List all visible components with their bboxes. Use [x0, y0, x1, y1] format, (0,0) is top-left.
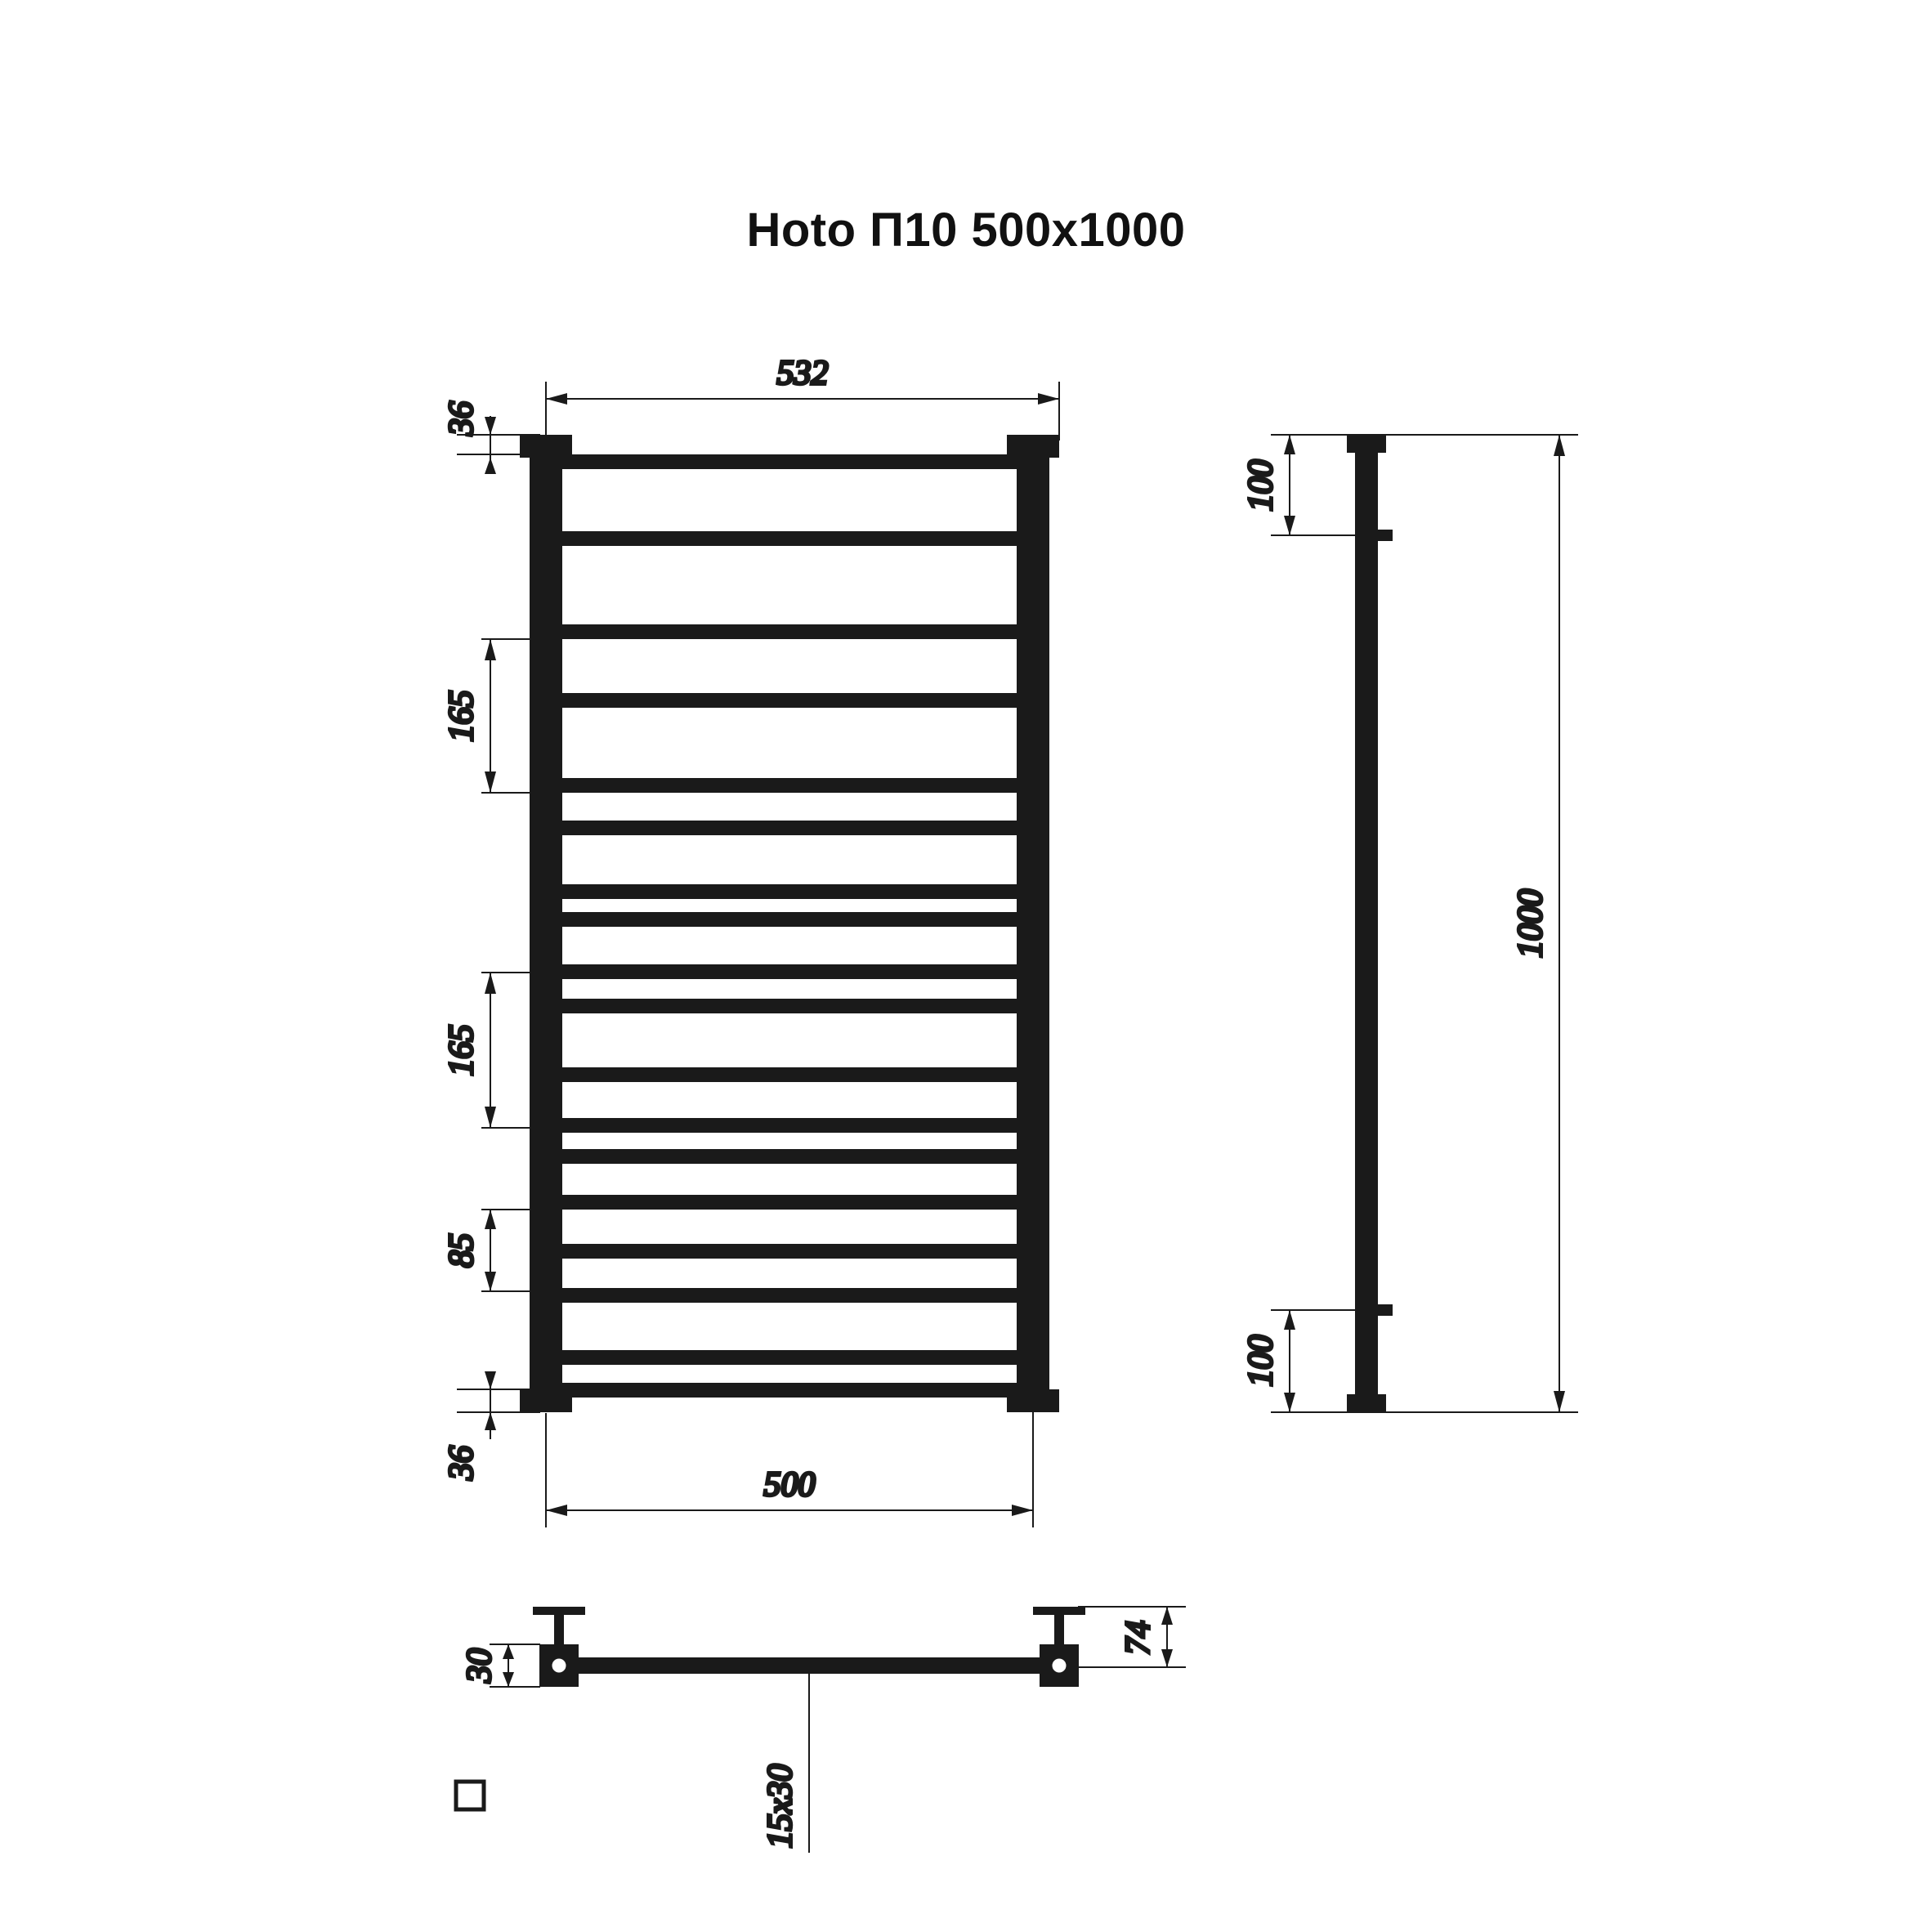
dim-front-bottom-offset: 36	[443, 1446, 481, 1480]
dim-front-seg-2: 165	[443, 1024, 481, 1076]
dim-front-width-inner: 500	[763, 1466, 816, 1504]
dim-top-depth: 74	[1120, 1621, 1157, 1655]
dim-front-seg-1: 165	[443, 690, 481, 742]
dim-side-top: 100	[1242, 459, 1280, 512]
side-view	[1242, 435, 1577, 1412]
dim-front-seg-3: 85	[443, 1233, 481, 1268]
dim-side-height: 1000	[1512, 889, 1550, 958]
dim-side-bottom: 100	[1242, 1335, 1280, 1387]
dim-front-width-outer: 532	[776, 355, 829, 392]
dim-top-tube: 15x30	[762, 1764, 799, 1849]
dim-front-top-offset: 36	[443, 401, 481, 436]
page-title: Hoto П10 500x1000	[746, 203, 1186, 257]
dim-top-square: 30	[461, 1648, 499, 1683]
top-view	[456, 1607, 1185, 1852]
front-view	[443, 355, 1059, 1527]
